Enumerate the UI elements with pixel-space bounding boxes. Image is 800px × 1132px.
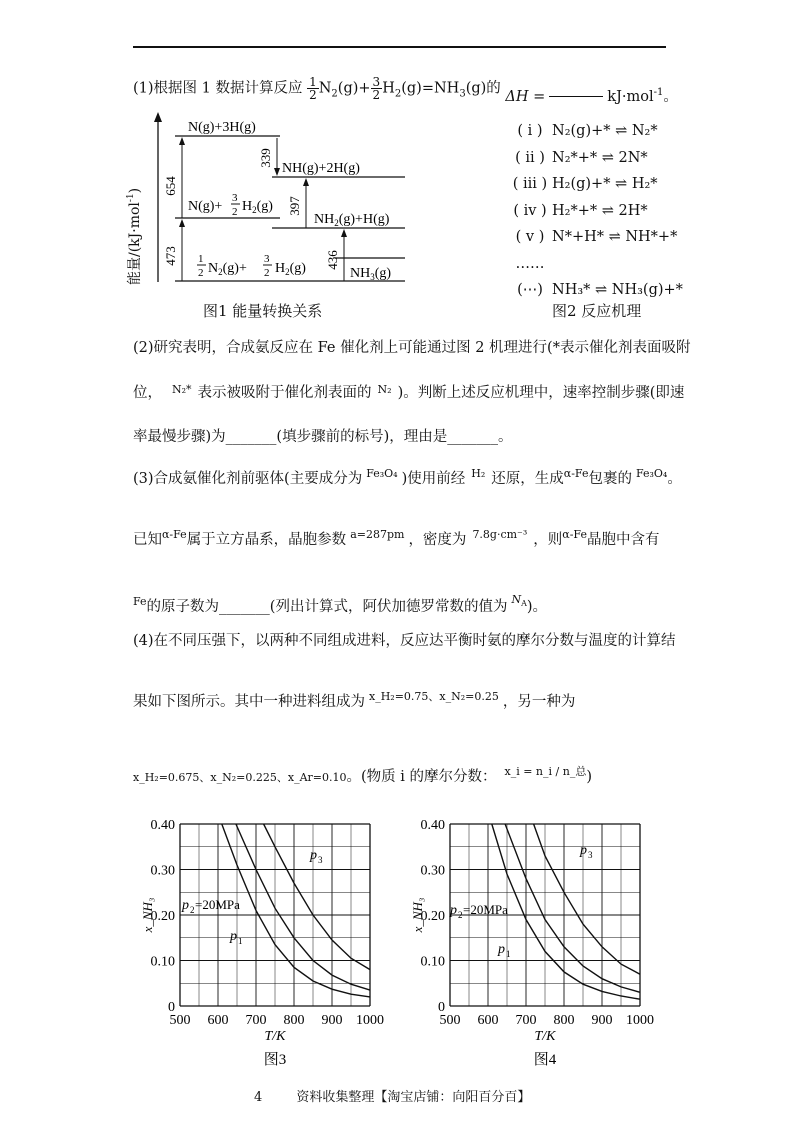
mechanism-step-text: H₂(g)+* ⇌ H₂* bbox=[552, 176, 658, 192]
arrow-339-head bbox=[274, 168, 280, 176]
frac-half: $\frac{1}{2}$ bbox=[309, 75, 317, 102]
svg-text:2: 2 bbox=[198, 267, 204, 279]
q2-line2: 位， $^{N_2*}$ 表示被吸附于催化剂表面的 $^{N_2}$ )。判断上述反应机理中，速率控制步骤(即速 bbox=[133, 383, 685, 401]
label-nh3: $NH_3(g)$ bbox=[350, 266, 392, 282]
x-axis-label: T/K bbox=[264, 1029, 286, 1044]
fig1-ylabel: 能量/(kJ·mol$^{-1}$) bbox=[126, 187, 143, 285]
dh-sup: -1 bbox=[653, 86, 664, 98]
q1-n: N bbox=[318, 80, 332, 97]
mechanism-step-text: N*+H* ⇌ NH*+* bbox=[552, 229, 678, 245]
svg-text:3: 3 bbox=[232, 192, 238, 204]
mechanism-step-label: ( ii ) bbox=[515, 149, 545, 166]
y-axis-label: x_NH₃ bbox=[410, 897, 425, 933]
dh-label: ΔH = bbox=[505, 88, 546, 105]
x-tick-label: 500 bbox=[439, 1013, 461, 1028]
x-tick-label: 800 bbox=[553, 1013, 575, 1028]
value-339: 339 bbox=[258, 148, 273, 168]
mechanism-step bbox=[508, 251, 683, 278]
label-p1: p bbox=[230, 929, 237, 944]
mechanism-step-text: H₂*+* ⇌ 2H* bbox=[552, 202, 648, 219]
dh-unit: kJ·mol bbox=[607, 88, 654, 105]
x-tick-label: 1000 bbox=[626, 1013, 654, 1028]
mechanism-step-label: (⋯) bbox=[517, 282, 543, 298]
q1-prefix: (1)根据图 1 数据计算反应 bbox=[133, 80, 303, 97]
q1-nh: =NH bbox=[421, 80, 460, 97]
value-397: 397 bbox=[287, 196, 302, 216]
y-tick-label: 0.40 bbox=[150, 818, 175, 833]
mechanism-step-text: NH₃* ⇌ NH₃(g)+* bbox=[552, 282, 683, 298]
page-number: 4 bbox=[254, 1090, 263, 1105]
q4-line1: (4)在不同压强下，以两种不同组成进料，反应达平衡时氨的摩尔分数与温度的计算结 bbox=[133, 633, 676, 649]
label-mid-left: N(g)+ bbox=[188, 199, 223, 214]
fig2-caption: 图2 反应机理 bbox=[552, 302, 642, 320]
x-tick-label: 800 bbox=[283, 1013, 305, 1028]
mechanism-step-label: …… bbox=[515, 255, 545, 272]
label-p2-value: =20MPa bbox=[195, 897, 240, 912]
y-tick-label: 0 bbox=[438, 1000, 445, 1015]
mechanism-step-label: ( v ) bbox=[515, 229, 545, 245]
label-p1: p bbox=[498, 942, 505, 957]
dh-expr bbox=[505, 87, 677, 106]
x-tick-label: 900 bbox=[591, 1013, 613, 1028]
y-tick-label: 0.40 bbox=[420, 818, 445, 833]
arrow-473-head bbox=[179, 219, 185, 227]
label-p3: p bbox=[580, 843, 587, 858]
chart-title: 图4 bbox=[533, 1052, 557, 1068]
q1-h: H bbox=[382, 80, 395, 97]
label-p2: p bbox=[450, 903, 457, 918]
footer-text: 资料收集整理【淘宝店铺：向阳百分百】 bbox=[296, 1090, 531, 1105]
value-436: 436 bbox=[325, 250, 340, 270]
arrow-654-head bbox=[179, 137, 185, 145]
value-654: 654 bbox=[163, 176, 178, 196]
y-tick-label: 0.10 bbox=[420, 954, 445, 970]
q1-line: (1)根据图 1 数据计算反应 $\frac{1}{2}N_2(g)+\frac{3}{2}H_2(g)=NH_3(g)$的 ΔH = kJ·mol$^{-1}$。 bbox=[133, 75, 678, 105]
svg-text:3: 3 bbox=[264, 253, 270, 265]
series-line-p220MPa bbox=[505, 824, 640, 992]
series-line-p1 bbox=[492, 824, 640, 999]
series-line-p3 bbox=[264, 824, 370, 970]
y-tick-label: 0 bbox=[168, 1000, 175, 1015]
chart-fig4 bbox=[410, 812, 670, 1072]
y-tick-label: 0.30 bbox=[420, 863, 445, 879]
mechanism-step bbox=[508, 224, 683, 251]
svg-text:2: 2 bbox=[264, 267, 270, 279]
x-tick-label: 900 bbox=[321, 1013, 343, 1028]
q4-line2: 果如下图所示。其中一种进料组成为 $^{x\_H_2=0.75、x\_N_2=0.25}$ ，另一种为 bbox=[133, 690, 576, 710]
fig1-caption: 图1 能量转换关系 bbox=[203, 302, 323, 320]
y-tick-label: 0.10 bbox=[150, 954, 175, 970]
q2-line3: 率最慢步骤)为_______(填步骤前的标号)，理由是_______。 bbox=[133, 429, 513, 445]
mechanism-step-text: N₂*+* ⇌ 2N* bbox=[552, 149, 648, 166]
y-tick-label: 0.20 bbox=[420, 909, 445, 924]
x-tick-label: 600 bbox=[477, 1013, 499, 1028]
q3-line3: $^{Fe}$的原子数为_______(列出计算式，阿伏加德罗常数的值为 $^{N_A}$)。 bbox=[133, 593, 548, 615]
label-right2: $NH_2(g)+H(g)$ bbox=[314, 212, 390, 228]
arrow-436-head bbox=[341, 229, 347, 237]
dh-blank bbox=[549, 96, 603, 97]
footer bbox=[254, 1086, 530, 1105]
x-tick-label: 500 bbox=[169, 1013, 191, 1028]
frac-threehalf: $\frac{3}{2}$ bbox=[372, 75, 381, 102]
q1-end: (g)的 bbox=[465, 80, 501, 97]
mechanism-step bbox=[508, 198, 683, 225]
mechanism-step bbox=[508, 118, 683, 145]
label-p1-sub: 1 bbox=[238, 936, 243, 946]
svg-text:2: 2 bbox=[232, 206, 238, 218]
arrow-397-head bbox=[303, 178, 309, 186]
x-tick-label: 600 bbox=[207, 1013, 229, 1028]
svg-text:H2(g): $H_2(g)$ bbox=[275, 261, 306, 277]
label-p3-sub: 3 bbox=[318, 855, 323, 865]
svg-text:H2(g): $H_2(g)$ bbox=[242, 199, 273, 215]
label-bottom: $N_2(g)+$ bbox=[208, 261, 247, 277]
q3-line2: 已知$^{\alpha-Fe}$属于立方晶系，晶胞参数 $^{a=287pm}$ ，密度为 $^{7.8g\cdot cm^{-3}}$ ，则$^{\alpha-Fe}$晶胞中含有 bbox=[133, 528, 660, 548]
mechanism-step-text: N₂(g)+* ⇌ N₂* bbox=[552, 123, 658, 139]
q2-line1: (2)研究表明，合成氨反应在 Fe 催化剂上可能通过图 2 机理进行(*表示催化剂表面吸附 bbox=[133, 340, 691, 356]
mechanism-step-label: ( i ) bbox=[517, 123, 543, 139]
dh-end: 。 bbox=[663, 88, 678, 105]
q3-line1: (3)合成氨催化剂前驱体(主要成分为 $^{Fe_3O_4}$ )使用前经 $^{H_2}$ 还原，生成$^{\alpha-Fe}$包裹的 $^{Fe_3O_4}$。 bbox=[133, 467, 682, 487]
mechanism-step-label: ( iii ) bbox=[512, 176, 548, 192]
chart-fig3 bbox=[140, 812, 390, 1072]
label-p2-sub: 2 bbox=[190, 905, 195, 915]
chart-title: 图3 bbox=[263, 1052, 287, 1068]
label-p2: p bbox=[182, 898, 189, 913]
y-axis-label: x_NH₃ bbox=[140, 897, 155, 933]
label-top: N(g)+3H(g) bbox=[188, 120, 256, 135]
mechanism-step-label: ( iv ) bbox=[513, 202, 547, 219]
x-tick-label: 700 bbox=[515, 1013, 537, 1028]
label-right1: NH(g)+2H(g) bbox=[282, 161, 360, 176]
y-tick-label: 0.30 bbox=[150, 863, 175, 879]
mechanism-step bbox=[508, 171, 683, 198]
label-p3: p bbox=[310, 848, 317, 863]
fig1-yaxis-arrow bbox=[154, 112, 162, 122]
value-473: 473 bbox=[163, 246, 178, 266]
fig1-energy-diagram bbox=[130, 110, 420, 290]
y-tick-label: 0.20 bbox=[150, 909, 175, 924]
header-rule bbox=[133, 46, 666, 48]
series-line-p1 bbox=[222, 824, 370, 997]
q4-line3: x_H₂=0.675、x_N₂=0.225、x_Ar=0.10。(物质 i 的摩尔分数： $^{x\_i = n\_i / n\_总}$) bbox=[133, 765, 592, 785]
label-p2-value: =20MPa bbox=[463, 902, 508, 917]
x-axis-label: T/K bbox=[534, 1029, 556, 1044]
x-tick-label: 700 bbox=[245, 1013, 267, 1028]
label-p3-sub: 3 bbox=[588, 850, 593, 860]
label-p1-sub: 1 bbox=[506, 949, 511, 959]
mechanism-step bbox=[508, 145, 683, 172]
fig2-mechanism bbox=[508, 118, 683, 304]
label-p2-sub: 2 bbox=[458, 910, 463, 920]
svg-text:1: 1 bbox=[198, 253, 204, 265]
x-tick-label: 1000 bbox=[356, 1013, 384, 1028]
